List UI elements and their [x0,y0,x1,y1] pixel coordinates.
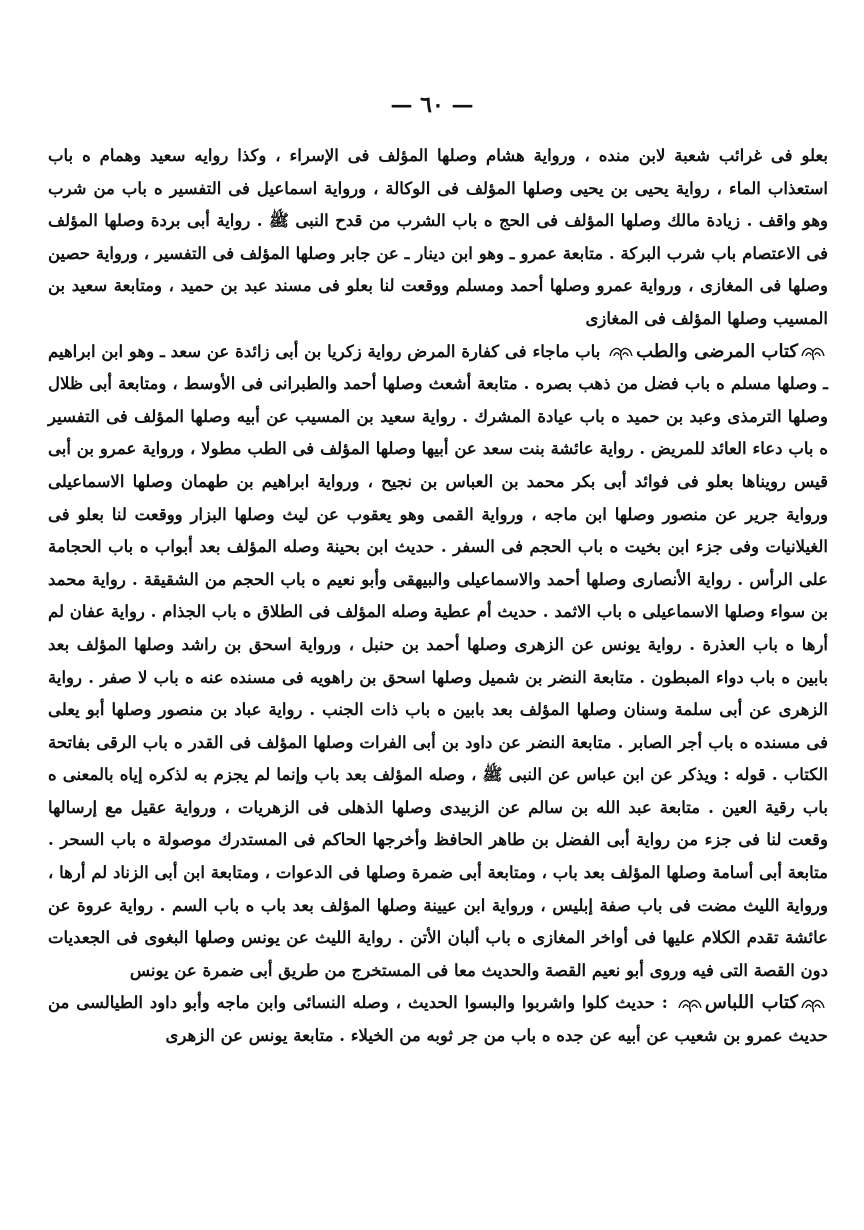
arabesque-ornament-icon [677,994,703,1014]
paragraph-continuation: بعلو فى غرائب شعبة لابن منده ، ورواية هشام وصلها المؤلف فى الإسراء ، وكذا روايه سعيد وهمام ه باب استعذاب الماء ، رواية يحيى بن يحيى وصلها المؤلف فى الوكالة ، ورواية اسماعيل فى التفسير ه باب من شرب وهو واقف . زيادة مالك وصلها المؤلف فى الحج ه باب الشرب من قدح النبى ﷺ . رواية أبى بردة وصلها المؤلف فى الاعتصام باب شرب البركة . متابعة عمرو ـ وهو ابن دينار ـ عن جابر وصلها المؤلف فى التفسير ، ورواية حصين وصلها فى المغازى ، ورواية عمرو وصلها أحمد ومسلم ووقعت لنا بعلو فى مسند عبد بن حميد ، ومتابعة سعيد بن المسيب وصلها المؤلف فى المغازى [48,146,829,328]
document-body [48,140,828,1053]
section-clothing [48,987,828,1052]
section-text-clothing: : حديث كلوا واشربوا والبسوا الحديث ، وصله النسائى وابن ماجه وأبو داود الطيالسى من حديث عمرو بن شعيب عن أبيه عن جده ه باب من جر ثوبه من الخيلاء . متابعة يونس عن الزهرى [48,993,828,1046]
arabesque-ornament-icon [800,342,826,362]
page-number: — ٦٠ — [390,92,474,118]
arabesque-ornament-icon [800,994,826,1014]
arabesque-ornament-icon [608,342,634,362]
section-heading-medicine: كتاب المرضى والطب [636,340,798,362]
section-medicine [48,336,828,988]
section-text-medicine: باب ماجاء فى كفارة المرض رواية زكريا بن أبى زائدة عن سعد ـ وهو ابن ابراهيم ـ وصلها مسلم ه باب فضل من ذهب بصره . متابعة أشعث وصلها أحمد والطبرانى فى الأوسط ، ومتابعة أبى ظلال وصلها الترمذى وعبد بن حميد ه باب عيادة المشرك . رواية سعيد بن المسيب عن أبيه وصلها المؤلف فى التفسير ه باب دعاء العائد للمريض . رواية عائشة بنت سعد عن أبيها وصلها المؤلف فى الطب مطولا ، ورواية عمرو بن أبى قيس رويناها بعلو فى فوائد أبى بكر محمد بن العباس بن نجيح ، ورواية ابراهيم بن طهمان وصلها الاسماعيلى ورواية جرير عن منصور وصلها ابن ماجه ، ورواية القمى وهو يعقوب عن ليث وصلها البزار ووقعت لنا بعلو فى الغيلانيات وفى جزء ابن بخيت ه باب الحجم فى السفر . حديث ابن بحينة وصله المؤلف بعد أبواب ه باب الحجامة على الرأس . رواية الأنصارى وصلها أحمد والاسماعيلى والبيهقى وأبو نعيم ه باب الحجم من الشقيقة . رواية محمد بن سواء وصلها الاسماعيلى ه باب الاثمد . حديث أم عطية وصله المؤلف فى الطلاق ه باب الجذام . رواية عفان لم أرها ه باب العذرة . رواية يونس عن الزهرى وصلها أحمد بن حنبل ، ورواية اسحق بن راشد وصلها المؤلف بعد بابين ه باب دواء المبطون . متابعة النضر بن شميل وصلها اسحق بن راهويه فى مسنده عنه ه باب لا صفر . رواية الزهرى عن أبى سلمة وسنان وصلها المؤلف بعد بابين ه باب ذات الجنب . رواية عباد بن منصور وصلها أبو يعلى فى مسنده ه باب أجر الصابر . متابعة النضر عن داود بن أبى الفرات وصلها المؤلف فى القدر ه باب الرقى بفاتحة الكتاب . قوله : ويذكر عن ابن عباس عن النبى ﷺ ، وصله المؤلف بعد باب وإنما لم يجزم به لذكره إياه بالمعنى ه باب رقية العين . متابعة عبد الله بن سالم عن الزبيدى وصلها الذهلى فى الزهريات ، ورواية عقيل مع إرسالها وقعت لنا فى جزء من رواية أبى الفضل بن طاهر الحافظ وأخرجها الحاكم فى المستدرك موصولة ه باب السحر . متابعة أبى أسامة وصلها المؤلف بعد باب ، ومتابعة أبى ضمرة وصلها فى الدعوات ، ومتابعة ابن أبى الزناد لم أرها ، ورواية الليث مضت فى باب صفة إبليس ، ورواية ابن عيينة وصلها المؤلف بعد باب ه باب السم . رواية عروة عن عائشة تقدم الكلام عليها فى أواخر المغازى ه باب ألبان الأتن . رواية الليث عن يونس وصلها البغوى فى الجعديات دون القصة التى فيه وروى أبو نعيم القصة والحديث معا فى المستخرج من طريق أبى ضمرة عن يونس [48,341,828,980]
section-heading-clothing: كتاب اللباس [704,992,798,1014]
